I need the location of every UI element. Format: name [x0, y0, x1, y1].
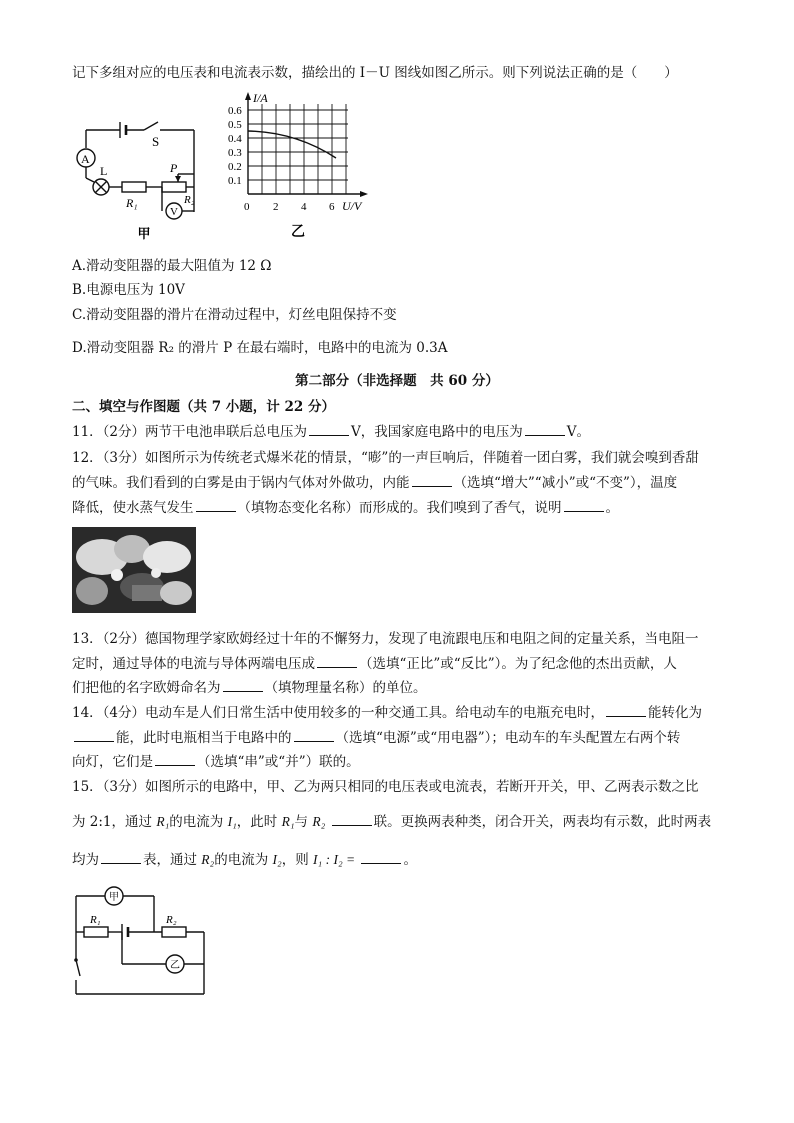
q15-line-1: 15．（3分）如图所示的电路中，甲、乙为两只相同的电压表或电流表，若断开开关，甲、乙两表示数之比 — [72, 779, 699, 795]
q15-var-i1: I₁ — [227, 814, 237, 829]
q15-text-l2e: 联。更换两表种类，闭合开关，两表均有示数，此时两表 — [373, 814, 712, 830]
section2-title: 二、填空与作图题（共 7 小题，计 22 分） — [72, 399, 335, 415]
q14-text-l3b: （选填“串”或“并”）联的。 — [197, 754, 360, 770]
q13-line-1: 13．（2分）德国物理学家欧姆经过十年的不懈努力，发现了电流跟电压和电阻之间的定量关系，当电阻一 — [72, 631, 699, 647]
chart-ytick-04: 0.4 — [228, 133, 242, 145]
fig-jia-caption: 甲 — [137, 226, 151, 241]
chart-xlabel: U/V — [342, 199, 362, 213]
q13-line-3 — [72, 679, 427, 697]
q12-text-l3c: 。 — [605, 500, 619, 516]
q10-option-d: D.滑动变阻器 R₂ 的滑片 P 在最右端时，电路中的电流为 0.3A — [72, 340, 448, 356]
q13-blank-1[interactable] — [317, 655, 357, 668]
fig-jia-r2-label: R₂ — [184, 194, 195, 206]
q12-line-1: 12．（3分）如图所示为传统老式爆米花的情景，“嘭”的一声巨响后，伴随着一团白雾，我们就会嗅到香甜 — [72, 450, 699, 466]
q15-text-l2d: 与 — [294, 814, 309, 830]
q11-text-b: V，我国家庭电路中的电压为 — [351, 424, 523, 440]
q11-blank-1[interactable] — [309, 423, 349, 436]
fig-jia-slider-label: P — [170, 161, 178, 175]
chart-ytick-06: 0.6 — [228, 105, 242, 117]
q10-option-a: A.滑动变阻器的最大阻值为 12 Ω — [72, 258, 272, 274]
fig-jia-voltmeter-label: V — [170, 206, 178, 218]
popcorn-photo — [72, 527, 196, 613]
q13-text-l2b: （选填“正比”或“反比”）。为了纪念他的杰出贡献，人 — [359, 656, 677, 672]
q15-ratio: I₁ : I₂ = — [313, 852, 356, 867]
q15-text-l2c: ，此时 — [236, 814, 278, 830]
q14-line-1 — [72, 704, 702, 722]
q12-blank-2[interactable] — [196, 499, 236, 512]
q12-text-l2: 的气味。我们看到的白雾是由于锅内气体对外做功，内能 — [72, 475, 410, 491]
chart-xtick-6: 6 — [329, 201, 335, 213]
q14-text-l1b: 能转化为 — [648, 705, 703, 721]
q15-text-l3d: ，则 — [281, 852, 309, 868]
chart-xtick-0: 0 — [244, 201, 250, 213]
q15-fig-r2: R₂ — [166, 914, 177, 926]
chart-ytick-01: 0.1 — [228, 175, 242, 187]
q11 — [72, 423, 590, 441]
q15-text-l3c: 的电流为 — [214, 852, 269, 868]
q10-option-b: B.电源电压为 10V — [72, 282, 185, 298]
q15-text-l3e: 。 — [403, 852, 417, 868]
q15-var-r1b: R₁ — [281, 814, 295, 829]
q14-blank-4[interactable] — [155, 753, 195, 766]
q15-fig-meter-jia: 甲 — [109, 892, 119, 903]
q15-fig-meter-yi: 乙 — [170, 960, 180, 971]
q14-blank-1[interactable] — [606, 704, 646, 717]
q15-line-2 — [72, 813, 711, 831]
q14-text-l2b: （选填“电源”或“用电器”）；电动车的车头配置左右两个转 — [335, 730, 681, 746]
q12-text-l3a: 降低，使水蒸气发生 — [72, 500, 194, 516]
q11-blank-2[interactable] — [525, 423, 565, 436]
chart-ylabel: I/A — [253, 92, 268, 105]
q14-line-2 — [72, 729, 680, 747]
q15-text-l2b: 的电流为 — [169, 814, 224, 830]
fig-yi-caption: 乙 — [291, 225, 305, 240]
q12-blank-1[interactable] — [412, 474, 452, 487]
q15-text-l3a: 均为 — [72, 852, 99, 868]
q14-text-l1a: 14．（4分）电动车是人们日常生活中使用较多的一种交通工具。给电动车的电瓶充电时， — [72, 705, 605, 721]
q14-blank-3[interactable] — [294, 729, 334, 742]
q11-text-c: V。 — [566, 424, 591, 440]
circuit-diagram-q15 — [70, 884, 212, 1002]
q15-blank-2[interactable] — [101, 851, 141, 864]
q13-line-2 — [72, 655, 677, 673]
q13-text-l3a: 们把他的名字欧姆命名为 — [72, 680, 221, 696]
q13-text-l3b: （填物理量名称）的单位。 — [264, 680, 427, 696]
q12-line-2 — [72, 474, 677, 492]
chart-ytick-05: 0.5 — [228, 119, 242, 131]
circuit-diagram-jia — [74, 112, 210, 242]
chart-ytick-03: 0.3 — [228, 147, 242, 159]
chart-xtick-2: 2 — [273, 201, 279, 213]
q15-var-r2b: R₂ — [201, 852, 215, 867]
part2-title: 第二部分（非选择题 共 60 分） — [295, 373, 499, 389]
q13-text-l2a: 定时，通过导体的电流与导体两端电压成 — [72, 656, 315, 672]
fig-jia-switch-label: S — [152, 134, 160, 149]
chart-ytick-02: 0.2 — [228, 161, 242, 173]
q15-var-r2: R₂ — [312, 814, 326, 829]
chart-xtick-4: 4 — [301, 201, 307, 213]
q15-text-l2a: 为 2:1，通过 — [72, 814, 153, 830]
q12-blank-3[interactable] — [564, 499, 604, 512]
q14-text-l3a: 向灯，它们是 — [72, 754, 153, 770]
q14-line-3 — [72, 753, 360, 771]
q15-blank-1[interactable] — [332, 813, 372, 826]
q14-blank-2[interactable] — [74, 729, 114, 742]
q15-var-i2: I₂ — [272, 852, 282, 867]
fig-jia-ammeter-label: A — [81, 152, 90, 166]
q10-stem: 记下多组对应的电压表和电流表示数，描绘出的 I－U 图线如图乙所示。则下列说法正确的是（ ） — [72, 65, 678, 81]
q15-fig-r1: R₁ — [90, 914, 101, 926]
fig-jia-r1-label: R₁ — [126, 196, 138, 210]
q13-blank-2[interactable] — [223, 679, 263, 692]
q12-text-l2b: （选填“增大”“减小”或“不变”），温度 — [453, 475, 678, 491]
q15-line-3 — [72, 851, 417, 869]
q15-blank-3[interactable] — [361, 851, 401, 864]
iu-chart-yi — [226, 92, 396, 242]
q11-text-a: 11．（2分）两节干电池串联后总电压为 — [72, 424, 308, 440]
q10-option-c: C.滑动变阻器的滑片在滑动过程中，灯丝电阻保持不变 — [72, 307, 397, 323]
q15-text-l3b: 表，通过 — [143, 852, 197, 868]
q15-var-r1: R₁ — [156, 814, 170, 829]
q14-text-l2a: 能，此时电瓶相当于电路中的 — [116, 730, 292, 746]
fig-jia-lamp-label: L — [100, 164, 108, 178]
q12-line-3 — [72, 499, 619, 517]
q12-text-l3b: （填物态变化名称）而形成的。我们嗅到了香气，说明 — [237, 500, 562, 516]
